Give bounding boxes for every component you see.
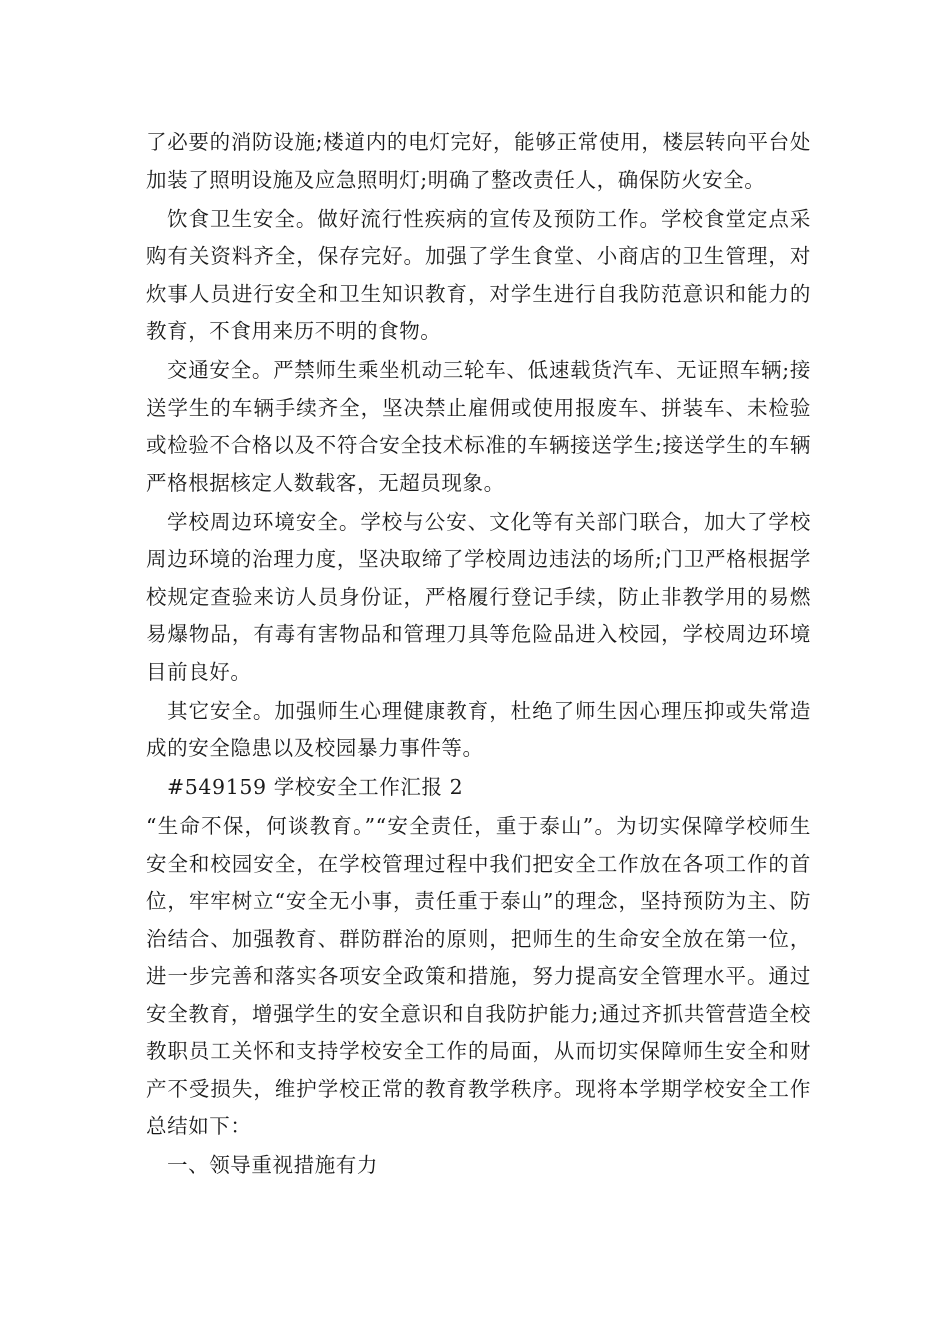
paragraph-report-intro: “生命不保，何谈教育。”“安全责任，重于泰山”。为切实保障学校师生安全和校园安全，在学校管理过程中我们把安全工作放在各项工作的首位，牢牢树立“安全无小事，责任重于泰山”的理念，坚持预防为主、防治结合、加强教育、群防群治的原则，把师生的生命安全放在第一位，进一步完善和落实各项安全政策和措施，努力提高安全管理水平。通过安全教育，增强学生的安全意识和自我防护能力;通过齐抓共管营造全校教职员工关怀和支持学校安全工作的局面，从而切实保障师生安全和财产不受损失，维护学校正常的教育教学秩序。现将本学期学校安全工作总结如下： bbox=[146, 814, 811, 1138]
section-heading-1: 一、领导重视措施有力 bbox=[167, 1153, 378, 1177]
paragraph-traffic-safety: 交通安全。严禁师生乘坐机动三轮车、低速载货汽车、无证照车辆;接送学生的车辆手续齐全，坚决禁止雇佣或使用报废车、拼装车、未检验或检验不合格以及不符合安全技术标准的车辆接送学生;接送学生的车辆严格根据核定人数载客，无超员现象。 bbox=[146, 358, 811, 495]
paragraph-fire-safety-end: 了必要的消防设施;楼道内的电灯完好，能够正常使用，楼层转向平台处加装了照明设施及应急照明灯;明确了整改责任人，确保防火安全。 bbox=[146, 130, 811, 192]
paragraph-surroundings-safety: 学校周边环境安全。学校与公安、文化等有关部门联合，加大了学校周边环境的治理力度，坚决取缔了学校周边违法的场所;门卫严格根据学校规定查验来访人员身份证，严格履行登记手续，防止非教学用的易燃易爆物品，有毒有害物品和管理刀具等危险品进入校园，学校周边环境目前良好。 bbox=[146, 509, 811, 684]
paragraph-food-safety: 饮食卫生安全。做好流行性疾病的宣传及预防工作。学校食堂定点采购有关资料齐全，保存完好。加强了学生食堂、小商店的卫生管理，对炊事人员进行安全和卫生知识教育，对学生进行自我防范意识和能力的教育，不食用来历不明的食物。 bbox=[146, 206, 811, 343]
paragraph-other-safety: 其它安全。加强师生心理健康教育，杜绝了师生因心理压抑或失常造成的安全隐患以及校园暴力事件等。 bbox=[146, 698, 811, 760]
report-title: #549159 学校安全工作汇报 2 bbox=[167, 775, 464, 799]
document-page bbox=[146, 124, 811, 1186]
